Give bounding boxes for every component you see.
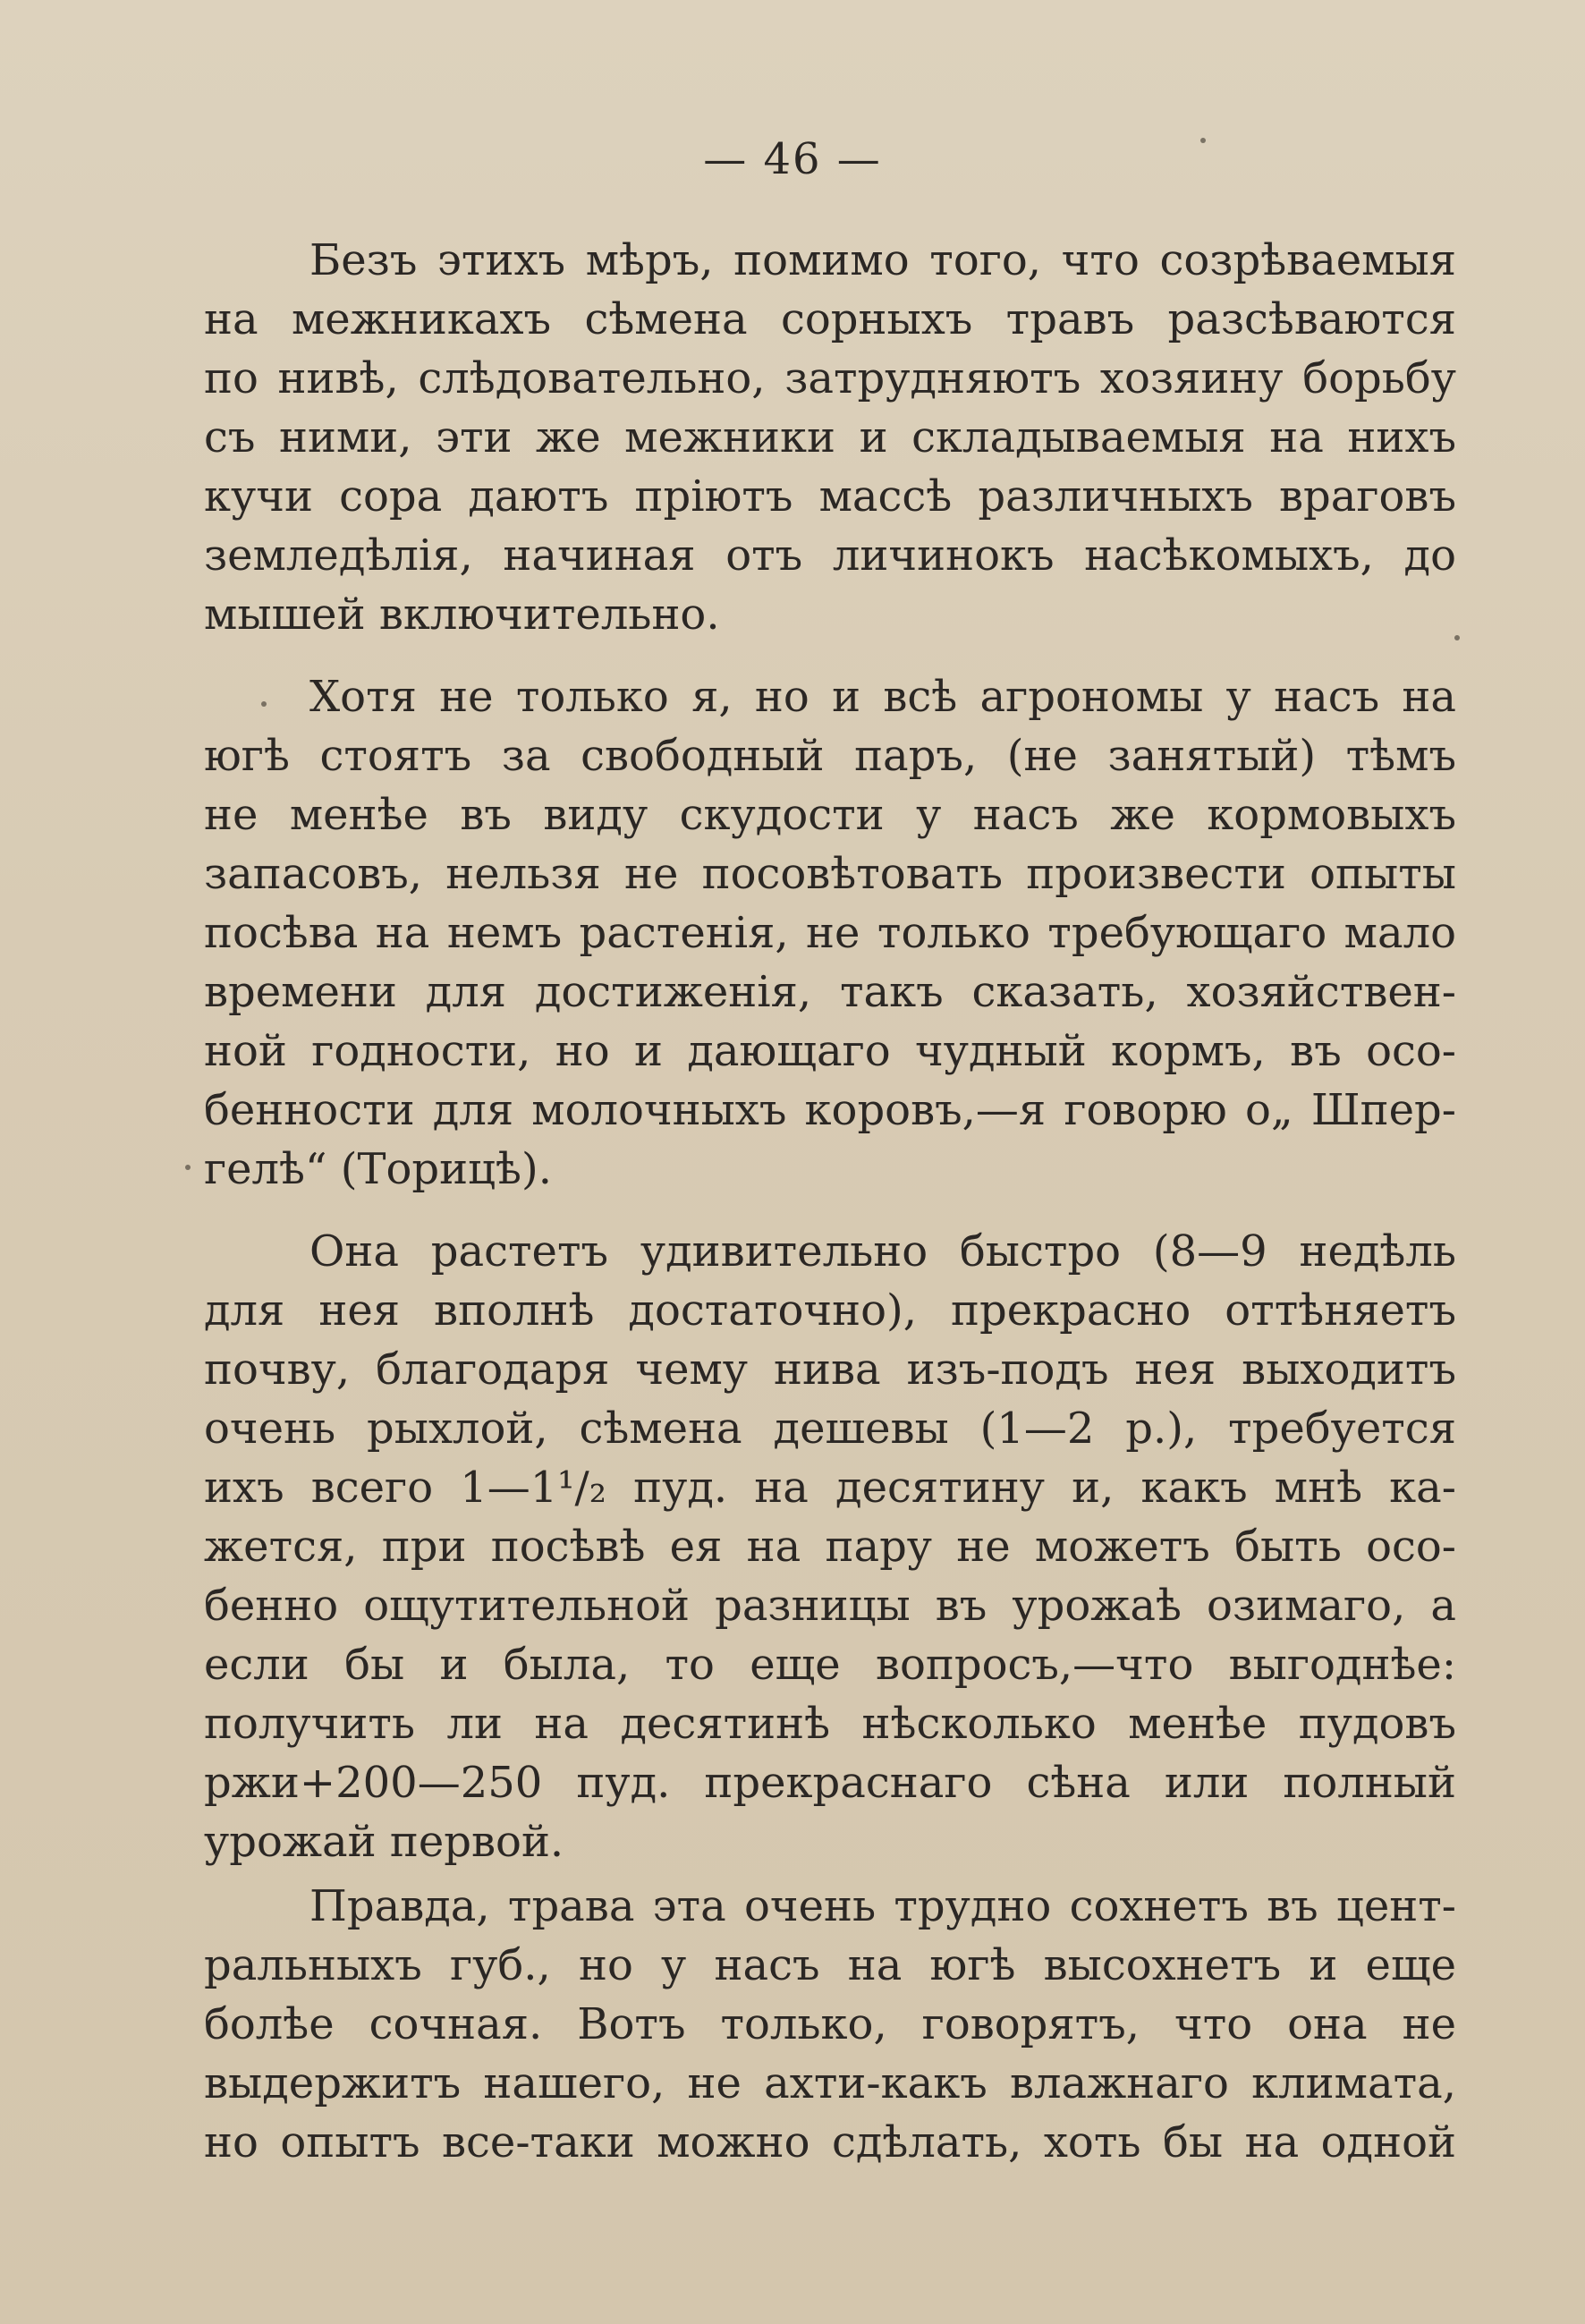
ink-speck [261, 701, 267, 707]
ink-speck [185, 1165, 191, 1170]
text-line: ихъ всего 1—1¹/₂ пуд. на десятину и, какъ мнѣ ка- [204, 1463, 1456, 1513]
text-line: бенности для молочныхъ коровъ,—я говорю о„ Шпер- [204, 1085, 1456, 1135]
text-line: Безъ этихъ мѣръ, помимо того, что созрѣваемыя [309, 235, 1456, 285]
text-line: по нивѣ, слѣдовательно, затрудняютъ хозяину борьбу [204, 353, 1456, 403]
text-line: урожай первой. [204, 1817, 564, 1867]
text-line: запасовъ, нельзя не посовѣтовать произвести опыты [204, 849, 1456, 899]
page-number: — 46 — [703, 134, 882, 184]
text-line: Правда, трава эта очень трудно сохнетъ въ цент- [309, 1881, 1456, 1931]
text-line: гелѣ“ (Торицѣ). [204, 1144, 552, 1194]
text-line: для нея вполнѣ достаточно), прекрасно оттѣняетъ [204, 1285, 1456, 1336]
text-line: времени для достиженiя, такъ сказать, хозяйствен- [204, 967, 1456, 1017]
text-line: ржи+200—250 пуд. прекраснаго сѣна или полный [204, 1758, 1456, 1808]
paragraph-1 [204, 231, 1456, 644]
text-line: бенно ощутительной разницы въ урожаѣ озимаго, а [204, 1581, 1456, 1631]
ink-speck [1200, 138, 1206, 143]
paragraph-2 [204, 667, 1456, 1199]
text-line: если бы и была, то еще вопросъ,—что выгоднѣе: [204, 1640, 1456, 1690]
text-line: очень рыхлой, сѣмена дешевы (1—2 р.), требуется [204, 1404, 1456, 1454]
text-line: болѣе сочная. Вотъ только, говорятъ, что она не [204, 1999, 1456, 2049]
text-line: съ ними, эти же межники и складываемыя на нихъ [204, 412, 1456, 462]
ink-speck [1454, 635, 1460, 640]
text-line: получить ли на десятинѣ нѣсколько менѣе пудовъ [204, 1699, 1456, 1749]
text-line: ральныхъ губ., но у насъ на югѣ высохнетъ и еще [204, 1940, 1456, 1990]
text-line: земледѣлiя, начиная отъ личинокъ насѣкомыхъ, до [204, 530, 1456, 581]
text-line: кучи сора даютъ прiютъ массѣ различныхъ враговъ [204, 471, 1456, 522]
text-line: югѣ стоятъ за свободный паръ, (не занятый) тѣмъ [204, 731, 1456, 781]
text-line: ной годности, но и дающаго чудный кормъ, въ осо- [204, 1026, 1456, 1076]
text-line: посѣва на немъ растенiя, не только требующаго мало [204, 908, 1456, 958]
text-line: на межникахъ сѣмена сорныхъ травъ разсѣваются [204, 294, 1456, 344]
text-line: но опытъ все-таки можно сдѣлать, хоть бы на одной [204, 2117, 1456, 2167]
text-line: не менѣе въ виду скудости у насъ же кормовыхъ [204, 790, 1456, 840]
paragraph-3 [204, 1222, 1456, 1871]
text-line: выдержитъ нашего, не ахти-какъ влажнаго климата, [204, 2058, 1456, 2108]
text-line: Хотя не только я, но и всѣ агрономы у насъ на [309, 672, 1456, 722]
text-line: почву, благодаря чему нива изъ-подъ нея выходитъ [204, 1344, 1456, 1395]
paragraph-4 [204, 1877, 1456, 2172]
text-line: жется, при посѣвѣ ея на пару не можетъ быть осо- [204, 1522, 1456, 1572]
text-line: мышей включительно. [204, 589, 720, 640]
text-line: Она растетъ удивительно быстро (8—9 недѣль [309, 1226, 1456, 1277]
